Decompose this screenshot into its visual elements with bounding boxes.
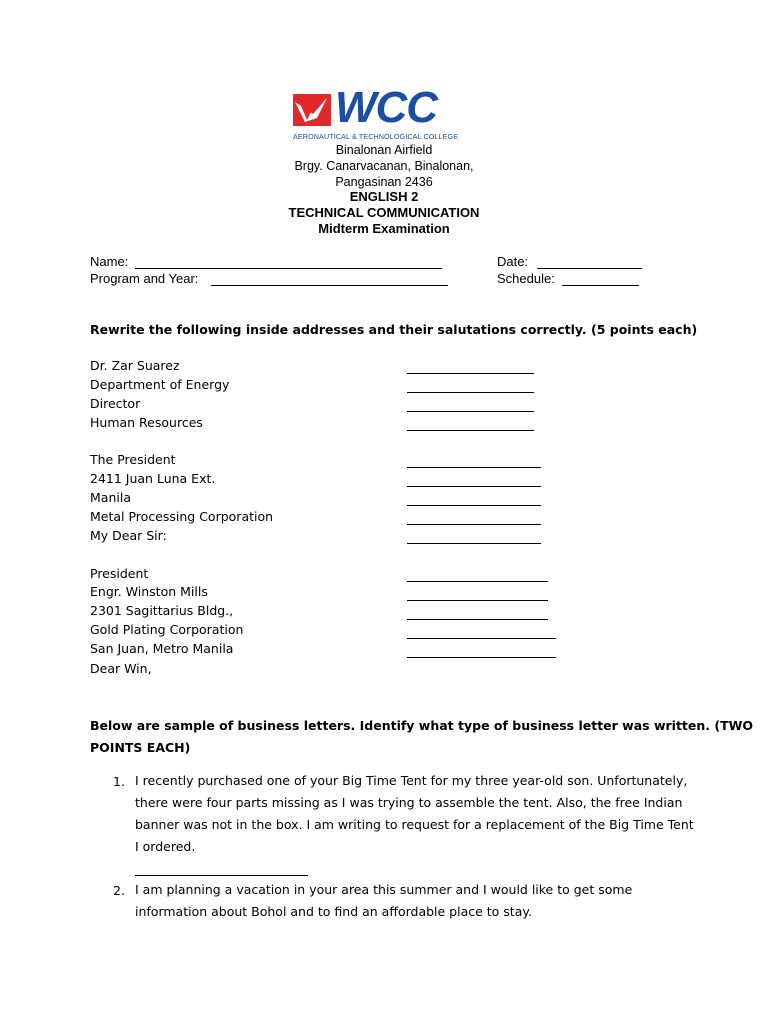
answer-blank[interactable] <box>407 543 541 544</box>
part2-instruction-line-2: POINTS EACH) <box>90 740 191 755</box>
exam-title: Midterm Examination <box>318 221 450 236</box>
school-address-line-1: Binalonan Airfield <box>335 143 433 157</box>
address2-line-3: Manila <box>90 490 131 505</box>
answer-blank[interactable] <box>407 638 556 639</box>
item-number: 1. <box>113 774 125 789</box>
answer-blank[interactable] <box>407 411 534 412</box>
answer-blank[interactable] <box>407 467 541 468</box>
item-number: 2. <box>113 883 125 898</box>
address1-line-4: Human Resources <box>90 415 203 430</box>
part2-instruction-line-1: Below are sample of business letters. Identify what type of business letter was written. (TWO <box>90 718 754 733</box>
letter-sample-2: I am planning a vacation in your area this summer and I would like to get some information about Bohol and to find an affordable place to stay. <box>135 882 633 919</box>
bird-emblem-icon <box>291 92 333 132</box>
address1-line-1: Dr. Zar Suarez <box>90 358 180 373</box>
address3-line-2: Engr. Winston Mills <box>90 584 208 599</box>
answer-blank[interactable] <box>407 524 541 525</box>
address2-line-2: 2411 Juan Luna Ext. <box>90 471 216 486</box>
program-year-blank[interactable] <box>211 285 448 286</box>
address3-line-5: San Juan, Metro Manila <box>90 641 234 656</box>
name-label: Name: <box>90 254 129 269</box>
answer-blank[interactable] <box>407 505 541 506</box>
course-code: ENGLISH 2 <box>349 189 419 204</box>
address2-line-1: The President <box>90 452 176 467</box>
school-address-line-2: Brgy. Canarvacanan, Binalonan, <box>294 159 474 173</box>
logo-letters: WCC <box>335 83 438 132</box>
answer-blank[interactable] <box>407 600 548 601</box>
date-blank[interactable] <box>537 268 642 269</box>
school-logo <box>291 83 487 144</box>
answer-blank[interactable] <box>407 392 534 393</box>
answer-blank[interactable] <box>407 486 541 487</box>
address3-line-1: President <box>90 566 149 581</box>
answer-blank[interactable] <box>407 619 548 620</box>
date-label: Date: <box>497 254 529 269</box>
answer-blank[interactable] <box>407 657 556 658</box>
course-name: TECHNICAL COMMUNICATION <box>288 205 480 220</box>
address3-line-6: Dear Win, <box>90 661 152 676</box>
address1-line-2: Department of Energy <box>90 377 230 392</box>
address3-line-4: Gold Plating Corporation <box>90 622 244 637</box>
answer-blank[interactable] <box>407 430 534 431</box>
letter-sample-1: I recently purchased one of your Big Time Tent for my three year-old son. Unfortunately, there were four parts missing as I was trying to assemble the tent. Also, the free Indian banner was not in the box. I am writing to request for a replacement of the Big Time Tent I ordered. <box>135 773 694 854</box>
name-blank[interactable] <box>135 268 442 269</box>
schedule-blank[interactable] <box>562 285 639 286</box>
address2-line-4: Metal Processing Corporation <box>90 509 274 524</box>
address2-line-5: My Dear Sir: <box>90 528 167 543</box>
answer-blank[interactable] <box>407 373 534 374</box>
part1-instruction: Rewrite the following inside addresses and their salutations correctly. (5 points each) <box>90 322 698 337</box>
school-address-line-3: Pangasinan 2436 <box>335 175 433 189</box>
logo-subtitle: AERONAUTICAL & TECHNOLOGICAL COLLEGE <box>293 132 459 141</box>
answer-blank[interactable] <box>407 581 548 582</box>
address1-line-3: Director <box>90 396 141 411</box>
answer-blank[interactable] <box>135 875 308 876</box>
address3-line-3: 2301 Sagittarius Bldg., <box>90 603 234 618</box>
schedule-label: Schedule: <box>497 271 555 286</box>
program-year-label: Program and Year: <box>90 271 199 286</box>
